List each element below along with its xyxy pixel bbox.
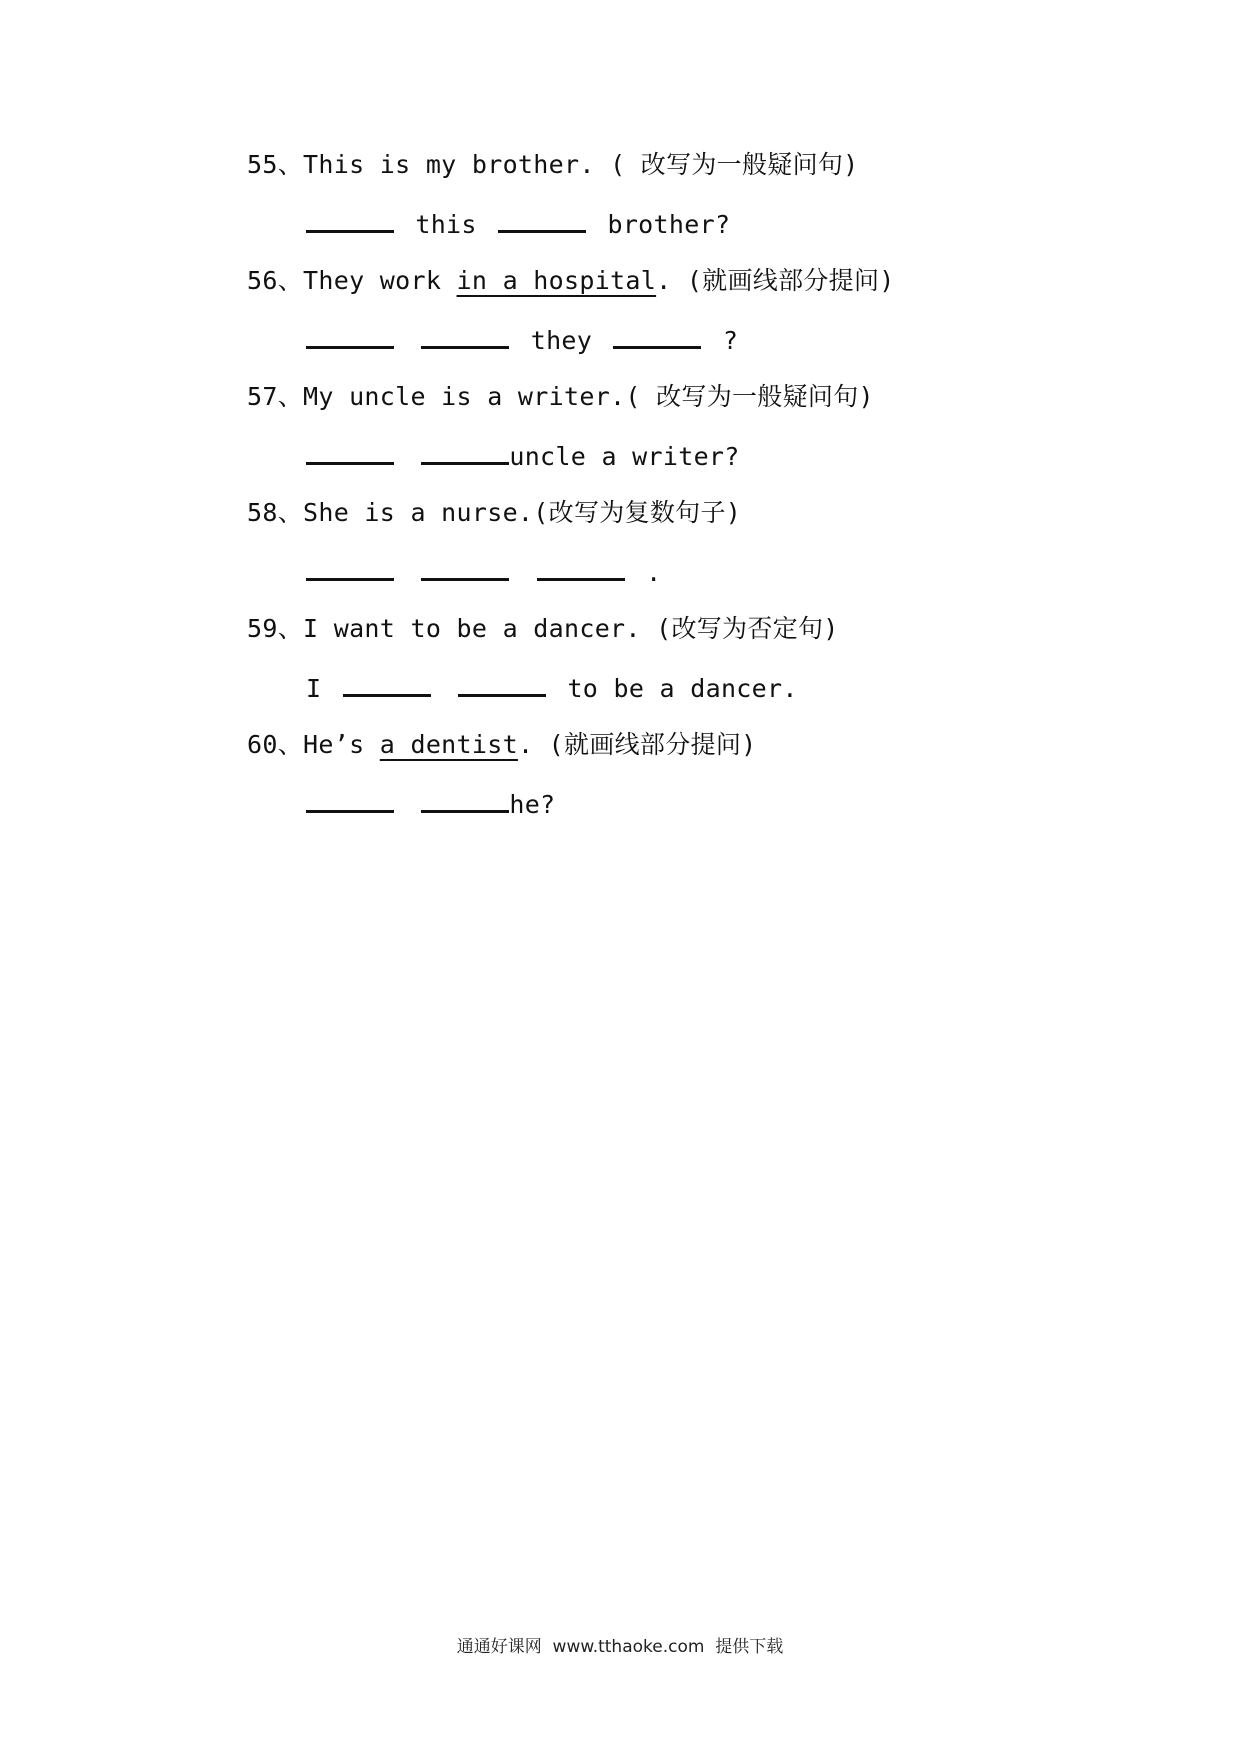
answer-word: this [415, 210, 477, 239]
answer-line-57 [306, 438, 740, 474]
question-60 [247, 728, 756, 762]
answer-word: I [306, 674, 322, 703]
footer-url[interactable]: www.tthaoke.com [552, 1637, 705, 1657]
answer-blank[interactable] [498, 206, 586, 233]
question-sentence: This is my brother. [303, 150, 595, 179]
answer-blank[interactable] [306, 554, 394, 581]
question-56 [247, 264, 895, 298]
answer-blank[interactable] [537, 554, 625, 581]
answer-blank[interactable] [421, 786, 509, 813]
answer-word: he? [509, 790, 556, 819]
question-55 [247, 148, 859, 182]
answer-word: to be a dancer. [567, 674, 798, 703]
underlined-phrase: a dentist [379, 730, 518, 759]
question-number: 57、 [247, 382, 304, 411]
footer-site-name: 通通好课网 [456, 1637, 542, 1657]
answer-blank[interactable] [306, 786, 394, 813]
question-instruction: ( 改写为一般疑问句) [610, 150, 859, 179]
page-footer [0, 1632, 1240, 1657]
question-number: 60、 [247, 730, 304, 759]
question-instruction: ( 改写为一般疑问句) [625, 382, 874, 411]
question-57 [247, 380, 874, 414]
answer-word: they [530, 326, 593, 355]
footer-note: 提供下载 [715, 1637, 784, 1657]
question-sentence: My uncle is a writer. [303, 382, 626, 411]
answer-blank[interactable] [343, 670, 431, 697]
question-sentence: She is a nurse. [303, 498, 534, 527]
question-sentence-start: He’s [303, 730, 380, 759]
question-instruction: (就画线部分提问) [686, 266, 895, 295]
question-sentence: I want to be a dancer. [303, 614, 641, 643]
answer-blank[interactable] [306, 322, 394, 349]
question-number: 56、 [247, 266, 304, 295]
answer-line-56 [306, 322, 738, 358]
question-number: 58、 [247, 498, 304, 527]
question-59 [247, 612, 839, 646]
question-58 [247, 496, 741, 530]
question-instruction: (改写为否定句) [656, 614, 839, 643]
answer-blank[interactable] [306, 438, 394, 465]
answer-line-60 [306, 786, 555, 822]
question-number: 59、 [247, 614, 304, 643]
answer-line-59 [306, 670, 798, 706]
answer-word: ? [722, 326, 739, 355]
question-sentence-end: . [656, 266, 672, 295]
answer-blank[interactable] [421, 554, 509, 581]
answer-word: uncle a writer? [509, 442, 740, 471]
answer-line-58 [306, 554, 661, 590]
answer-blank[interactable] [421, 438, 509, 465]
answer-word: . [646, 558, 662, 587]
underlined-phrase: in a hospital [456, 266, 657, 295]
answer-blank[interactable] [613, 322, 701, 349]
answer-blank[interactable] [458, 670, 546, 697]
answer-word: brother? [607, 210, 731, 239]
answer-blank[interactable] [421, 322, 509, 349]
question-sentence-start: They work [303, 266, 457, 295]
answer-blank[interactable] [306, 206, 394, 233]
answer-line-55 [306, 206, 730, 242]
question-instruction: (就画线部分提问) [548, 730, 757, 759]
question-instruction: (改写为复数句子) [533, 498, 742, 527]
question-number: 55、 [247, 150, 304, 179]
question-sentence-end: . [517, 730, 534, 759]
